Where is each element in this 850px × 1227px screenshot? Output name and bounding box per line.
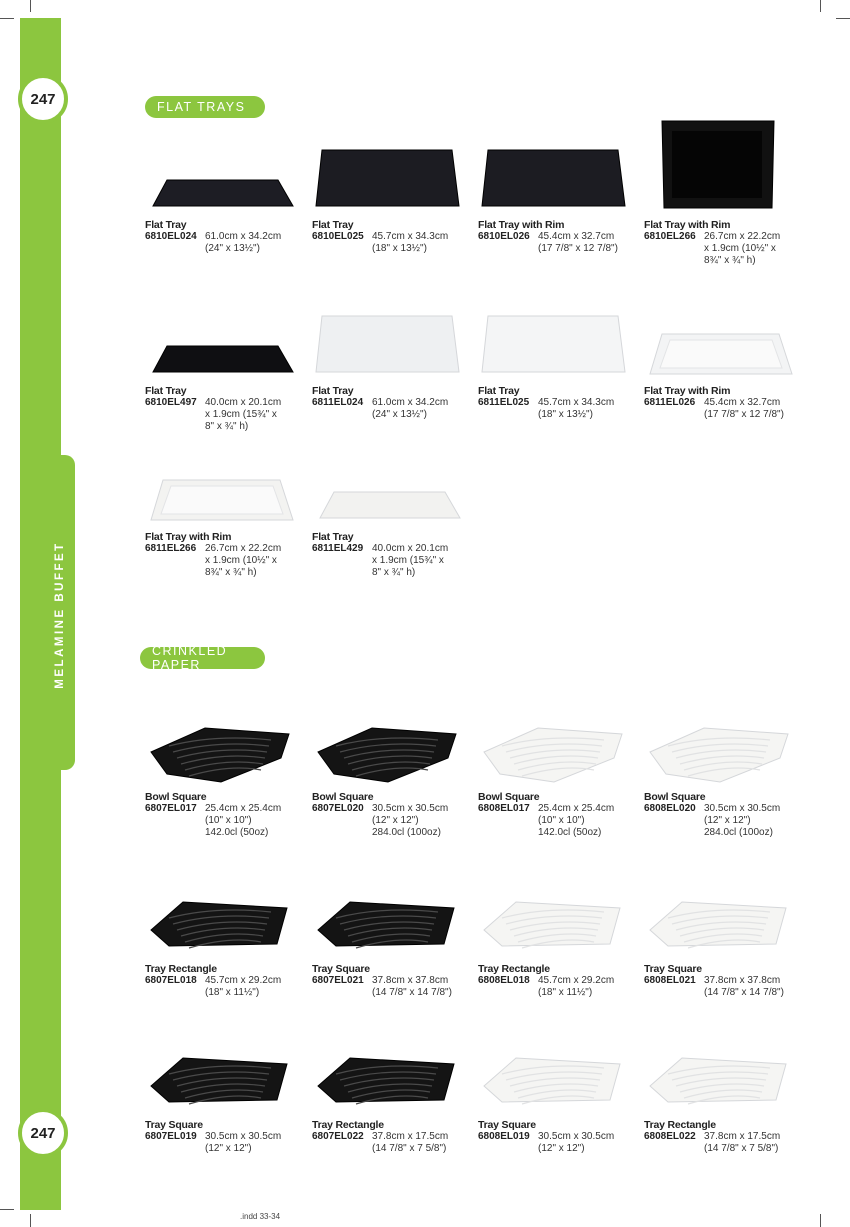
product-details <box>644 975 804 999</box>
product-shape <box>312 1018 462 1113</box>
product-image <box>644 1018 794 1113</box>
crop-mark <box>0 18 14 19</box>
spec-line: 25.4cm x 25.4cm <box>538 803 615 814</box>
product-details <box>644 1131 804 1155</box>
product-image <box>644 118 794 213</box>
crop-mark <box>30 1214 31 1227</box>
product-details <box>145 543 305 579</box>
product-details <box>312 231 472 255</box>
product-item <box>644 118 804 267</box>
spec-line: 30.5cm x 30.5cm <box>538 1131 615 1142</box>
spec-line: x 1.9cm (10½" x <box>205 555 277 566</box>
product-code: 6811EL429 <box>312 543 364 554</box>
crop-mark <box>836 18 850 19</box>
spec-line: (10" x 10") <box>538 815 585 826</box>
product-shape <box>312 430 462 525</box>
product-specs <box>372 803 448 839</box>
product-specs <box>538 231 618 255</box>
product-item <box>145 430 305 579</box>
product-name: Flat Tray <box>312 531 354 543</box>
product-item <box>478 690 638 839</box>
product-code: 6807EL021 <box>312 975 364 986</box>
product-shape <box>644 690 794 785</box>
product-code: 6807EL018 <box>145 975 197 986</box>
product-specs <box>704 231 780 267</box>
product-item <box>644 862 804 999</box>
product-item <box>644 284 804 421</box>
product-name: Bowl Square <box>145 791 207 803</box>
product-shape <box>478 862 628 957</box>
spec-line: (17 7/8" x 12 7/8") <box>538 243 618 254</box>
product-item <box>145 690 305 839</box>
product-code: 6810EL025 <box>312 231 364 242</box>
product-item <box>478 862 638 999</box>
product-details <box>145 975 305 999</box>
spec-line: x 1.9cm (10½" x <box>704 243 776 254</box>
product-details <box>312 543 472 579</box>
product-code: 6807EL017 <box>145 803 197 814</box>
product-name: Flat Tray <box>312 385 354 397</box>
product-item <box>312 862 472 999</box>
product-shape <box>478 284 628 379</box>
section-heading-flat-trays: FLAT TRAYS <box>145 96 265 118</box>
product-name: Tray Square <box>644 963 702 975</box>
spec-line: (17 7/8" x 12 7/8") <box>704 409 784 420</box>
spec-line: 40.0cm x 20.1cm <box>205 397 282 408</box>
product-shape <box>312 862 462 957</box>
product-image <box>312 690 462 785</box>
product-details <box>644 397 804 421</box>
product-image <box>312 1018 462 1113</box>
spec-line: 40.0cm x 20.1cm <box>372 543 449 554</box>
product-code: 6807EL019 <box>145 1131 197 1142</box>
product-image <box>145 1018 295 1113</box>
crop-mark <box>820 1214 821 1227</box>
spec-line: 37.8cm x 37.8cm <box>704 975 781 986</box>
product-specs <box>538 397 614 421</box>
product-name: Flat Tray with Rim <box>644 219 731 231</box>
spec-line: x 1.9cm (15¾" x <box>372 555 444 566</box>
product-image <box>478 118 628 213</box>
product-specs <box>704 397 784 421</box>
product-shape <box>644 1018 794 1113</box>
product-name: Flat Tray <box>145 385 187 397</box>
spec-line: 8¾" x ¾" h) <box>205 567 257 578</box>
spec-line: (18" x 13½") <box>538 409 593 420</box>
product-details <box>478 397 638 421</box>
product-shape <box>478 118 628 213</box>
spec-line: 61.0cm x 34.2cm <box>372 397 449 408</box>
product-specs <box>372 543 448 579</box>
spec-line: 37.8cm x 17.5cm <box>704 1131 781 1142</box>
product-details <box>312 1131 472 1155</box>
product-details <box>478 231 638 255</box>
spec-line: 142.0cl (50oz) <box>538 827 602 838</box>
product-code: 6808EL018 <box>478 975 530 986</box>
product-code: 6808EL017 <box>478 803 530 814</box>
spec-line: 45.7cm x 34.3cm <box>538 397 615 408</box>
product-name: Bowl Square <box>312 791 374 803</box>
product-details <box>145 231 305 255</box>
product-name: Tray Square <box>312 963 370 975</box>
spec-line: (10" x 10") <box>205 815 252 826</box>
product-code: 6807EL022 <box>312 1131 364 1142</box>
spec-line: (18" x 11½") <box>538 987 593 998</box>
product-code: 6810EL026 <box>478 231 530 242</box>
product-shape <box>145 284 295 379</box>
spec-line: (24" x 13½") <box>205 243 260 254</box>
product-details <box>644 231 804 267</box>
product-specs <box>538 1131 614 1155</box>
spec-line: 37.8cm x 37.8cm <box>372 975 449 986</box>
product-shape <box>644 284 794 379</box>
product-name: Tray Rectangle <box>478 963 550 975</box>
product-shape <box>145 690 295 785</box>
product-code: 6811EL024 <box>312 397 364 408</box>
crop-mark <box>0 1209 14 1210</box>
product-details <box>478 803 638 839</box>
product-image <box>478 862 628 957</box>
product-details <box>145 397 305 433</box>
spec-line: 45.4cm x 32.7cm <box>538 231 615 242</box>
product-image <box>478 690 628 785</box>
product-item <box>312 1018 472 1155</box>
product-name: Tray Rectangle <box>644 1119 716 1131</box>
page-number-bottom: 247 <box>18 1108 68 1158</box>
product-code: 6808EL019 <box>478 1131 530 1142</box>
product-name: Flat Tray <box>478 385 520 397</box>
product-code: 6811EL266 <box>145 543 197 554</box>
product-image <box>145 284 295 379</box>
product-image <box>644 690 794 785</box>
page-number-top: 247 <box>18 74 68 124</box>
product-specs <box>205 1131 281 1155</box>
product-name: Flat Tray with Rim <box>478 219 565 231</box>
product-image <box>478 1018 628 1113</box>
product-item <box>145 118 305 255</box>
product-image <box>312 862 462 957</box>
product-item <box>145 1018 305 1155</box>
spec-line: 45.7cm x 34.3cm <box>372 231 449 242</box>
product-shape <box>644 862 794 957</box>
product-specs <box>205 397 281 433</box>
product-details <box>312 803 472 839</box>
product-specs <box>372 975 452 999</box>
product-code: 6810EL024 <box>145 231 197 242</box>
product-item <box>312 118 472 255</box>
product-name: Bowl Square <box>644 791 706 803</box>
product-item <box>644 690 804 839</box>
product-name: Tray Square <box>145 1119 203 1131</box>
product-shape <box>145 862 295 957</box>
product-details <box>478 1131 638 1155</box>
product-image <box>312 430 462 525</box>
spec-line: 8" x ¾" h) <box>372 567 416 578</box>
product-code: 6808EL021 <box>644 975 696 986</box>
product-item <box>478 284 638 421</box>
product-item <box>312 430 472 579</box>
product-shape <box>478 1018 628 1113</box>
spec-line: (12" x 12") <box>704 815 751 826</box>
product-code: 6810EL266 <box>644 231 696 242</box>
product-code: 6808EL022 <box>644 1131 696 1142</box>
product-specs <box>704 975 784 999</box>
product-image <box>312 118 462 213</box>
product-item <box>312 284 472 421</box>
spec-line: (14 7/8" x 14 7/8") <box>372 987 452 998</box>
product-item <box>145 862 305 999</box>
product-details <box>644 803 804 839</box>
product-image <box>644 284 794 379</box>
category-label: MELAMINE BUFFET <box>54 541 66 689</box>
product-shape <box>312 118 462 213</box>
spec-line: x 1.9cm (15¾" x <box>205 409 277 420</box>
product-details <box>145 803 305 839</box>
spec-line: 26.7cm x 22.2cm <box>704 231 781 242</box>
product-specs <box>538 803 614 839</box>
product-image <box>145 690 295 785</box>
spec-line: 45.7cm x 29.2cm <box>538 975 615 986</box>
product-name: Flat Tray <box>312 219 354 231</box>
spec-line: (12" x 12") <box>205 1143 252 1154</box>
spec-line: 37.8cm x 17.5cm <box>372 1131 449 1142</box>
spec-line: (18" x 11½") <box>205 987 260 998</box>
spec-line: 8¾" x ¾" h) <box>704 255 756 266</box>
product-name: Bowl Square <box>478 791 540 803</box>
spec-line: 61.0cm x 34.2cm <box>205 231 282 242</box>
spec-line: (14 7/8" x 7 5/8") <box>372 1143 447 1154</box>
spec-line: 45.4cm x 32.7cm <box>704 397 781 408</box>
product-code: 6807EL020 <box>312 803 364 814</box>
product-image <box>644 862 794 957</box>
product-specs <box>205 975 281 999</box>
product-code: 6811EL025 <box>478 397 530 408</box>
spec-line: 30.5cm x 30.5cm <box>704 803 781 814</box>
product-item <box>478 1018 638 1155</box>
spec-line: (24" x 13½") <box>372 409 427 420</box>
product-shape <box>145 118 295 213</box>
product-shape <box>312 690 462 785</box>
product-specs <box>372 1131 448 1155</box>
crop-mark <box>820 0 821 12</box>
spec-line: 142.0cl (50oz) <box>205 827 269 838</box>
product-image <box>145 862 295 957</box>
product-image <box>145 430 295 525</box>
spec-line: (18" x 13½") <box>372 243 427 254</box>
product-item <box>478 118 638 255</box>
product-name: Tray Rectangle <box>312 1119 384 1131</box>
spec-line: (14 7/8" x 7 5/8") <box>704 1143 779 1154</box>
product-code: 6808EL020 <box>644 803 696 814</box>
spec-line: (12" x 12") <box>372 815 419 826</box>
spec-line: (14 7/8" x 14 7/8") <box>704 987 784 998</box>
spec-line: (12" x 12") <box>538 1143 585 1154</box>
product-specs <box>372 397 448 421</box>
spec-line: 284.0cl (100oz) <box>704 827 773 838</box>
footer-filename: .indd 33-34 <box>240 1212 281 1221</box>
product-specs <box>538 975 614 999</box>
product-image <box>312 284 462 379</box>
spec-line: 26.7cm x 22.2cm <box>205 543 282 554</box>
product-specs <box>205 543 281 579</box>
product-name: Flat Tray with Rim <box>644 385 731 397</box>
product-image <box>145 118 295 213</box>
product-name: Tray Square <box>478 1119 536 1131</box>
product-specs <box>704 803 780 839</box>
spec-line: 8" x ¾" h) <box>205 421 249 432</box>
product-name: Flat Tray <box>145 219 187 231</box>
product-item <box>644 1018 804 1155</box>
product-item <box>312 690 472 839</box>
product-shape <box>145 1018 295 1113</box>
product-item <box>145 284 305 433</box>
product-details <box>478 975 638 999</box>
product-details <box>312 397 472 421</box>
product-code: 6810EL497 <box>145 397 197 408</box>
product-specs <box>205 803 281 839</box>
crop-mark <box>30 0 31 12</box>
section-heading-crinkled-paper: CRINKLED PAPER <box>140 647 265 669</box>
product-details <box>145 1131 305 1155</box>
product-shape <box>312 284 462 379</box>
product-shape <box>145 430 295 525</box>
product-code: 6811EL026 <box>644 397 696 408</box>
product-details <box>312 975 472 999</box>
spec-line: 30.5cm x 30.5cm <box>372 803 449 814</box>
product-shape <box>478 690 628 785</box>
product-specs <box>372 231 448 255</box>
product-shape <box>644 118 794 213</box>
spec-line: 45.7cm x 29.2cm <box>205 975 282 986</box>
product-name: Flat Tray with Rim <box>145 531 232 543</box>
product-specs <box>205 231 281 255</box>
product-specs <box>704 1131 780 1155</box>
spec-line: 284.0cl (100oz) <box>372 827 441 838</box>
spec-line: 25.4cm x 25.4cm <box>205 803 282 814</box>
spec-line: 30.5cm x 30.5cm <box>205 1131 282 1142</box>
product-image <box>478 284 628 379</box>
product-name: Tray Rectangle <box>145 963 217 975</box>
